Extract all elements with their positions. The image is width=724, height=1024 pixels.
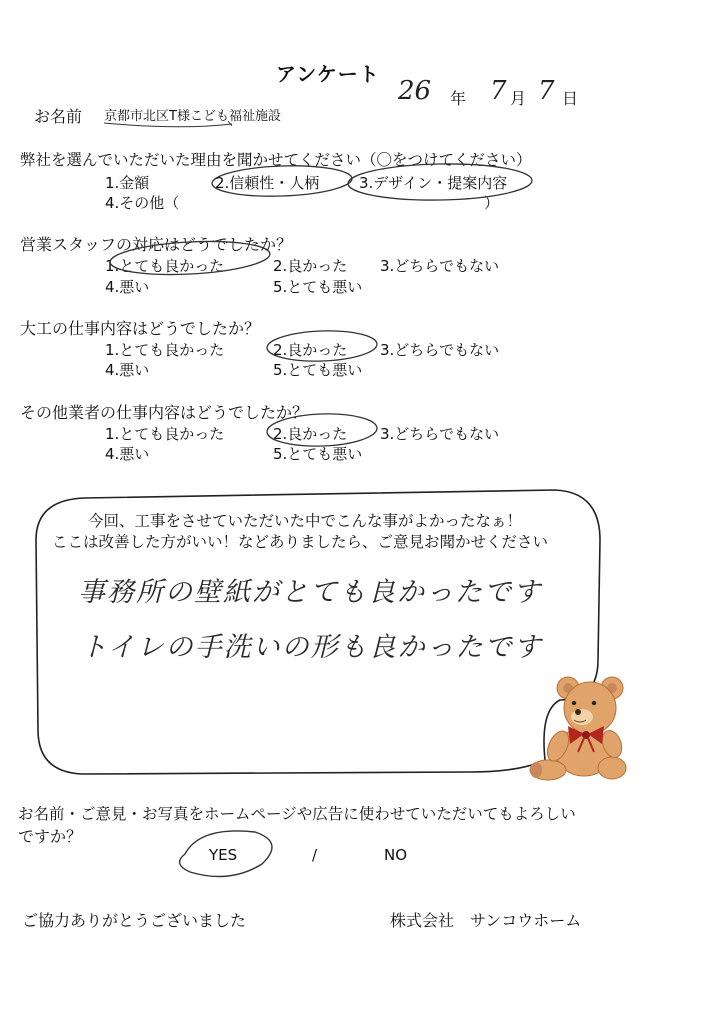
- thanks-message: ご協力ありがとうございました: [22, 911, 247, 930]
- option-separator: /: [312, 846, 318, 864]
- q1-option-3[interactable]: 3.デザイン・提案内容: [359, 174, 508, 192]
- name-value: 京都市北区T様こども福祉施設: [104, 109, 281, 124]
- q3-option-2[interactable]: 2.良かった: [273, 341, 348, 359]
- q4-option-5[interactable]: 5.とても悪い: [273, 445, 363, 463]
- permission-question-line2: ですか？: [18, 827, 83, 846]
- yes-option[interactable]: YES: [209, 846, 238, 864]
- name-underline: [104, 123, 232, 127]
- name-label: お名前: [34, 107, 83, 126]
- q1-option-2[interactable]: 2.信頼性・人柄: [215, 174, 320, 192]
- question-4: その他業者の仕事内容はどうでしたか？: [20, 403, 309, 422]
- comment-prompt-line2: ここは改善した方がいい！などありましたら、ご意見お聞かせください: [52, 533, 549, 551]
- q2-option-1-circle: [109, 238, 270, 278]
- question-3: 大工の仕事内容はどうでしたか？: [20, 319, 261, 338]
- q1-option-3-circle: [348, 162, 533, 201]
- q2-option-5[interactable]: 5.とても悪い: [273, 278, 363, 296]
- q3-option-2-circle: [267, 329, 378, 363]
- date-year-value: 26: [398, 76, 432, 106]
- q2-option-4[interactable]: 4.悪い: [105, 278, 150, 296]
- date-month-unit: 月: [510, 89, 527, 108]
- page-title: アンケート: [276, 62, 380, 86]
- date-year-unit: 年: [450, 89, 467, 108]
- company-name: 株式会社 サンコウホーム: [390, 911, 582, 930]
- q2-option-2[interactable]: 2.良かった: [273, 257, 348, 275]
- q4-option-2-circle: [266, 412, 377, 448]
- date-month-value: 7: [490, 76, 507, 106]
- date-day-value: 7: [538, 76, 555, 106]
- comment-prompt-line1: 今回、工事をさせていただいた中でこんな事がよかったなぁ！: [88, 512, 523, 530]
- q3-option-3[interactable]: 3.どちらでもない: [380, 341, 500, 359]
- permission-question-line1: お名前・ご意見・お写真をホームページや広告に使わせていただいてもよろしい: [18, 805, 576, 823]
- q1-option-2-circle: [212, 164, 353, 199]
- no-option[interactable]: NO: [384, 846, 408, 864]
- q4-option-2[interactable]: 2.良かった: [273, 425, 348, 443]
- q4-option-1[interactable]: 1.とても良かった: [105, 425, 225, 443]
- q1-option-4[interactable]: 4.その他（: [105, 194, 180, 212]
- comment-answer-line2: トイレの手洗いの形も良かったです: [80, 632, 543, 663]
- date-day-unit: 日: [562, 89, 579, 108]
- q4-option-4[interactable]: 4.悪い: [105, 445, 150, 463]
- question-1: 弊社を選んでいただいた理由を聞かせてください（〇をつけてください）: [20, 151, 532, 169]
- q3-option-5[interactable]: 5.とても悪い: [273, 361, 363, 379]
- q3-option-1[interactable]: 1.とても良かった: [105, 341, 225, 359]
- q1-option-1[interactable]: 1.金額: [105, 174, 150, 192]
- q3-option-4[interactable]: 4.悪い: [105, 361, 150, 379]
- q2-option-1[interactable]: 1.とても良かった: [105, 257, 225, 275]
- q4-option-3[interactable]: 3.どちらでもない: [380, 425, 500, 443]
- comment-answer-line1: 事務所の壁紙がとても良かったです: [78, 577, 542, 608]
- q2-option-3[interactable]: 3.どちらでもない: [380, 257, 500, 275]
- q1-option-4-close: ）: [484, 194, 500, 212]
- question-2: 営業スタッフの対応はどうでしたか？: [20, 235, 293, 254]
